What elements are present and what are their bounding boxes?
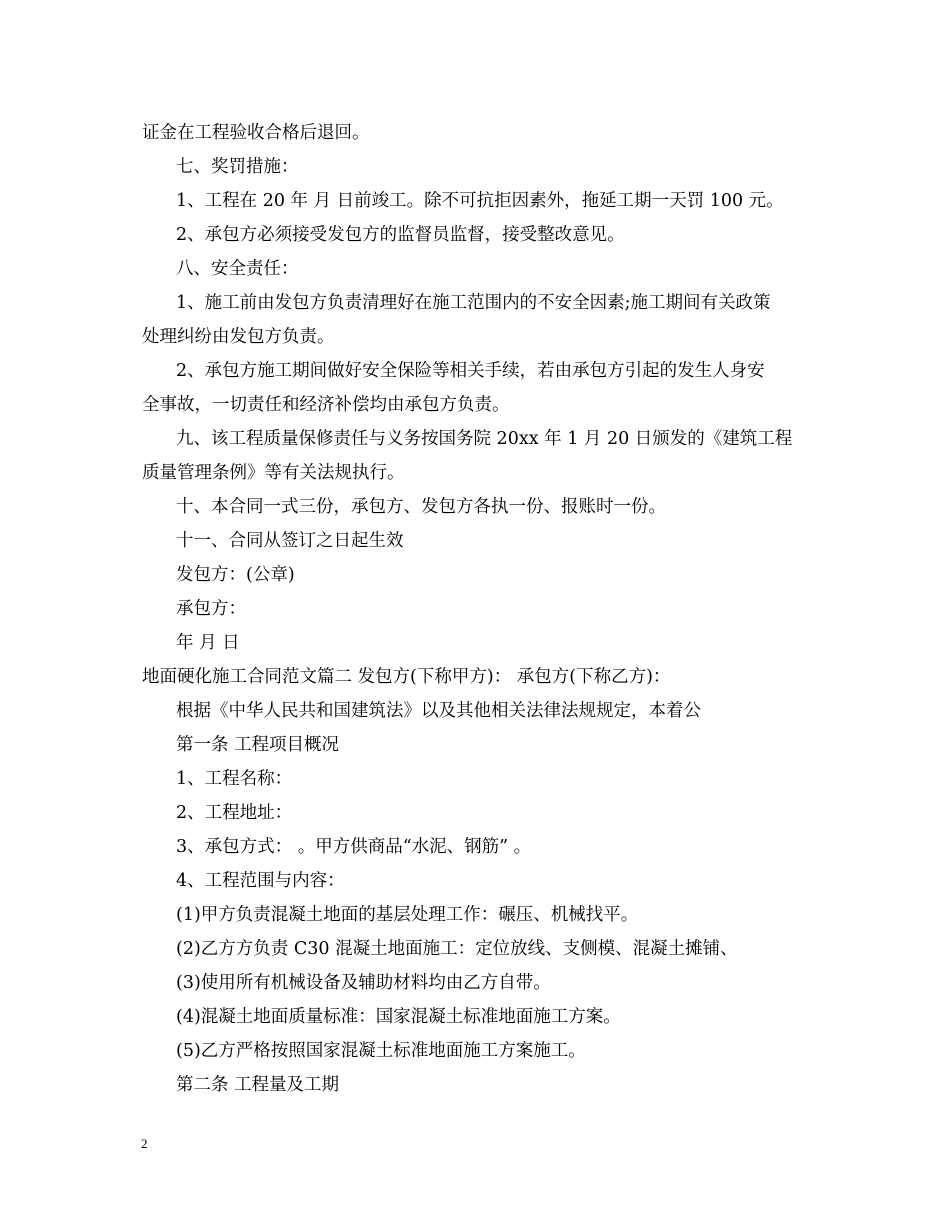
text-line: 根据《中华人民共和国建筑法》以及其他相关法律法规规定，本着公 <box>176 701 701 721</box>
page-number: 2 <box>141 1136 148 1151</box>
text-line: 全事故，一切责任和经济补偿均由承包方负责。 <box>142 395 510 415</box>
text-line: 七、奖罚措施： <box>176 157 299 177</box>
text-line: 2、承包方必须接受发包方的监督员监督，接受整改意见。 <box>176 225 625 245</box>
text-line: 地面硬化施工合同范文篇二 发包方(下称甲方)： 承包方(下称乙方)： <box>142 667 671 687</box>
text-line: (2)乙方方负责 C30 混凝土地面施工：定位放线、支侧模、混凝土摊铺、 <box>176 939 738 959</box>
text-line: 年 月 日 <box>176 633 240 653</box>
text-line: (4)混凝土地面质量标准：国家混凝土标准地面施工方案。 <box>176 1007 621 1027</box>
text-line: 发包方：(公章) <box>176 565 295 585</box>
text-line: (5)乙方严格按照国家混凝土标准地面施工方案施工。 <box>176 1041 586 1061</box>
text-line: 十一、合同从签订之日起生效 <box>176 531 404 551</box>
text-line: (1)甲方负责混凝土地面的基层处理工作：碾压、机械找平。 <box>176 905 639 925</box>
text-line: 3、承包方式： 。甲方供商品“水泥、钢筋” 。 <box>176 837 532 857</box>
text-line: 八、安全责任： <box>176 259 299 279</box>
text-line: 质量管理条例》等有关法规执行。 <box>142 463 405 483</box>
text-line: 证金在工程验收合格后退回。 <box>142 123 370 143</box>
text-line: 1、工程在 20 年 月 日前竣工。除不可抗拒因素外，拖延工期一天罚 100 元。 <box>176 191 784 211</box>
document-body <box>142 116 822 1102</box>
text-line: 处理纠纷由发包方负责。 <box>142 327 335 347</box>
text-line: 十、本合同一式三份，承包方、发包方各执一份、报账时一份。 <box>176 497 666 517</box>
text-line: 九、该工程质量保修责任与义务按国务院 20xx 年 1 月 20 日颁发的《建筑工程 <box>176 429 793 449</box>
text-line: 1、施工前由发包方负责清理好在施工范围内的不安全因素;施工期间有关政策 <box>176 293 771 313</box>
text-line: 4、工程范围与内容： <box>176 871 345 891</box>
text-line: 承包方： <box>176 599 246 619</box>
text-line: 2、工程地址： <box>176 803 293 823</box>
text-line: 2、承包方施工期间做好安全保险等相关手续，若由承包方引起的发生人身安 <box>176 361 765 381</box>
text-line: 1、工程名称： <box>176 769 293 789</box>
text-line: 第二条 工程量及工期 <box>176 1075 340 1095</box>
text-line: (3)使用所有机械设备及辅助材料均由乙方自带。 <box>176 973 551 993</box>
text-line: 第一条 工程项目概况 <box>176 735 340 755</box>
